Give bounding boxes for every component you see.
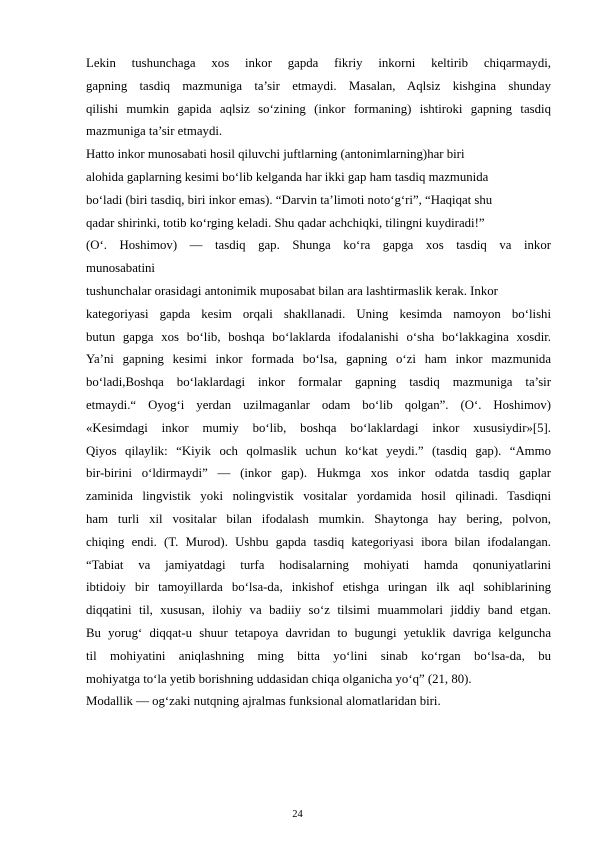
text-line: til mohiyatini aniqlashning ming bitta yo‘lini sinab ko‘rgan bo‘lsa-da, bu: [86, 648, 551, 663]
text-line: qilishi mumkin gapida aqlsiz so‘zining (inkor formaning) ishtiroki gapning tasdiq: [86, 101, 551, 116]
text-line: Ya’ni gapning kesimi inkor formada bo‘lsa, gapning o‘zi ham inkor mazmunida: [86, 352, 551, 367]
text-line: alohida gaplarning kesimi bo‘lib kelganda har ikki gap ham tasdiq mazmunida: [86, 169, 489, 184]
document-page: [86, 52, 551, 713]
text-line: etmaydi.“ Oyog‘i yerdan uzilmaganlar odam bo‘lib qolgan”. (O‘. Hoshimov): [86, 397, 551, 412]
text-line: diqqatini til, xususan, ilohiy va badiiy so‘z tilsimi muammolari jiddiy band etgan.: [86, 603, 551, 618]
text-line: mohiyatga to‘la yetib borishning uddasidan chiqa olganicha yo‘q” (21, 80).: [86, 671, 472, 686]
text-line: tushunchalar orasidagi antonimik muposabat bilan ara lashtirmaslik kerak. Inkor: [86, 283, 498, 298]
text-line: ibtidoiy bir tamoyillarda bo‘lsa-da, inkishof etishga uringan ilk aql sohiblarining: [86, 580, 551, 595]
text-line: (O‘. Hoshimov) — tasdiq gap. Shunga ko‘ra gapga xos tasdiq va inkor: [86, 238, 551, 253]
text-line: chiqing endi. (T. Murod). Ushbu gapda tasdiq kategoriyasi ibora bilan ifodalangan.: [86, 534, 551, 549]
text-line: “Tabiat va jamiyatdagi turfa hodisalarning mohiyati hamda qonuniyatlarini: [86, 557, 551, 572]
text-line: butun gapga xos bo‘lib, boshqa bo‘laklarda ifodalanishi o‘sha bo‘lakkagina xosdir.: [86, 329, 551, 344]
text-line: gapning tasdiq mazmuniga ta’sir etmaydi. Masalan, Aqlsiz kishgina shunday: [86, 78, 551, 93]
text-line: bo‘ladi,Boshqa bo‘laklardagi inkor formalar gapning tasdiq mazmuniga ta’sir: [86, 375, 551, 390]
text-line: kategoriyasi gapda kesim orqali shakllanadi. Uning kesimda namoyon bo‘lishi: [86, 306, 551, 321]
text-line: bo‘ladi (biri tasdiq, biri inkor emas). “Darvin ta’limoti noto‘g‘ri”, “Haqiqat shu: [86, 192, 493, 207]
text-line: Hatto inkor munosabati hosil qiluvchi juftlarning (antonimlarning)har biri: [86, 147, 465, 162]
text-line: bir-birini o‘ldirmaydi” — (inkor gap). Hukmga xos inkor odatda tasdiq gaplar: [86, 466, 551, 481]
text-line: mazmuniga ta’sir etmaydi.: [86, 124, 223, 139]
text-line: zaminida lingvistik yoki nolingvistik vositalar yordamida hosil qilinadi. Tasdiqni: [86, 489, 551, 504]
text-line: qadar shirinki, totib ko‘rging keladi. Shu qadar achchiqki, tilingni kuydiradi!”: [86, 215, 485, 230]
text-line: ham turli xil vositalar bilan ifodalash mumkin. Shaytonga hay bering, polvon,: [86, 511, 551, 526]
text-line: Lekin tushunchaga xos inkor gapda fikriy inkorni keltirib chiqarmaydi,: [86, 56, 551, 70]
text-line: «Kesimdagi inkor mumiy bo‘lib, boshqa bo‘laklardagi inkor xususiydir»[5].: [86, 420, 551, 435]
text-line: Qiyos qilaylik: “Kiyik och qolmaslik uchun ko‘kat yeydi.” (tasdiq gap). “Ammo: [86, 443, 551, 458]
page-number: 24: [292, 809, 303, 820]
text-line: Bu yorug‘ diqqat-u shuur tetapoya davridan to bugungi yetuklik davriga kelguncha: [86, 625, 551, 640]
text-line: Modallik — og‘zaki nutqning ajralmas funksional alomatlaridan biri.: [86, 694, 441, 709]
text-line: munosabatini: [86, 261, 155, 276]
